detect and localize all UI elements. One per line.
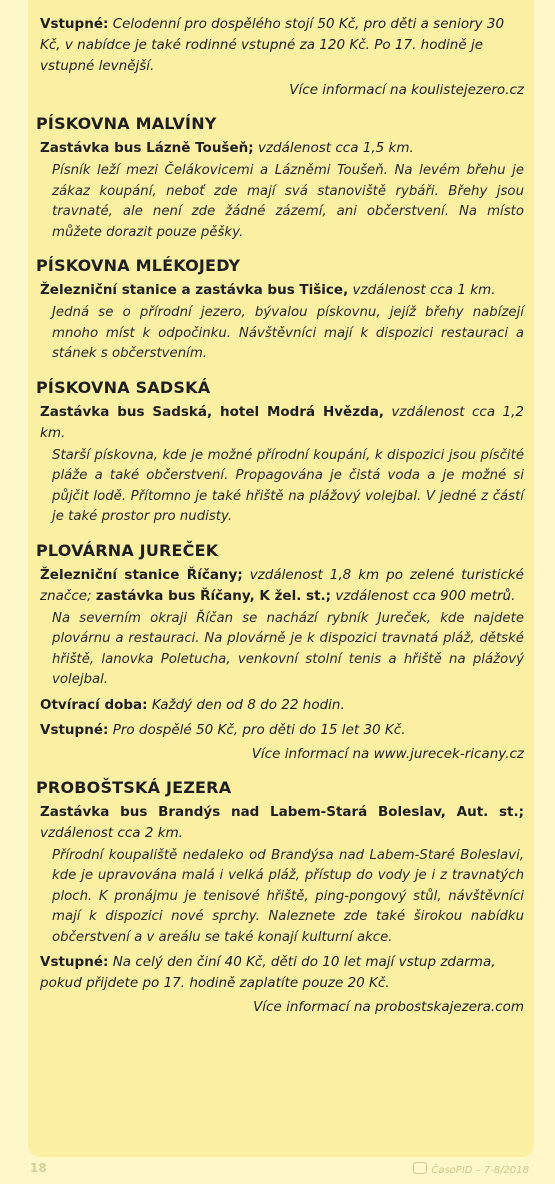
section-desc-mlekojedy: Jedná se o přírodní jezero, bývalou pískovnu, jejíž břehy nabízejí mnoho míst k odpočinku. Návštěvníci mají k dispozici restauraci a stánek s občerstvením. bbox=[52, 305, 524, 361]
section-stop-mlekojedy: Železniční stanice a zastávka bus Tišice, vzdálenost cca 1 km. bbox=[40, 282, 496, 298]
page-footer bbox=[0, 1157, 555, 1184]
section-desc-jurecek: Na severním okraji Říčan se nachází rybník Jureček, kde najdete plovárnu a restauraci. Na plovárně je k dispozici travnatá pláž, dětské hřiště, lanovka Poletucha, venkovní stolní tenis a hřiště na plážový volejbal. bbox=[52, 610, 524, 687]
section-stop-malviny: Zastávka bus Lázně Toušeň; vzdálenost cca 1,5 km. bbox=[40, 140, 414, 156]
brand-label bbox=[413, 1162, 529, 1176]
section-stop-probostska: Zastávka bus Brandýs nad Labem-Stará Boleslav, Aut. st.; vzdálenost cca 2 km. bbox=[40, 803, 524, 841]
intro-price bbox=[40, 14, 524, 77]
section-price-probostska: Vstupné: Na celý den činí 40 Kč, děti do 10 let mají vstup zdarma, pokud přijdete po 17. hodině zaplatíte pouze 20 Kč. bbox=[40, 954, 496, 991]
section-title-probostska: PROBOŠTSKÁ JEZERA bbox=[36, 777, 232, 797]
intro-more-link[interactable]: Více informací na koulistejezero.cz bbox=[289, 82, 524, 98]
page-number: 18 bbox=[30, 1161, 47, 1175]
intro-price-label: Vstupné: bbox=[40, 16, 109, 32]
section-title-mlekojedy: PÍSKOVNA MLÉKOJEDY bbox=[36, 256, 241, 275]
article bbox=[36, 14, 524, 1018]
section-desc-sadska: Starší pískovna, kde je možné přírodní koupání, k dispozici jsou písčité pláže a také občerstvení. Propagována je čistá voda a je možné si půjčit lodě. Přítomno je také hřiště na plážový volejbal. V jedné z částí je také prostor pro nudisty. bbox=[52, 447, 524, 524]
section-price-jurecek: Vstupné: Pro dospělé 50 Kč, pro děti do 15 let 30 Kč. bbox=[40, 721, 406, 738]
section-more-link-probostska[interactable]: Více informací na probostskajezera.com bbox=[253, 999, 524, 1015]
section-title-malviny: PÍSKOVNA MALVÍNY bbox=[36, 114, 217, 133]
section-hours-jurecek: Otvírací doba: Každý den od 8 do 22 hodin. bbox=[40, 696, 345, 713]
section-stop-sadska: Zastávka bus Sadská, hotel Modrá Hvězda, vzdálenost cca 1,2 km. bbox=[40, 403, 525, 441]
section-desc-malviny: Písník leží mezi Čelákovicemi a Lázněmi Toušeň. Na levém břehu je zákaz koupání, neboť zde mají svá stanoviště rybáři. Břehy jsou travnaté, ale není zde žádné zázemí, ani občerstvení. Na místo můžete dorazit pouze pěšky. bbox=[52, 163, 524, 240]
section-title-sadska: PÍSKOVNA SADSKÁ bbox=[36, 377, 211, 397]
brand-text: ČasoPID – 7-8/2018 bbox=[431, 1165, 529, 1176]
section-stop-jurecek: Železniční stanice Říčany; vzdálenost 1,8 km po zelené turistické značce; zastávka bus Říčany, K žel. st.; vzdálenost cca 900 metrů. bbox=[40, 566, 524, 604]
section-desc-probostska: Přírodní koupaliště nedaleko od Brandýsa nad Labem-Staré Boleslavi, kde je upravována malá i velká pláž, přístup do vody je i z travnatých ploch. K pronájmu je tenisové hřiště, ping-pongový stůl, návštěvníci mají k dispozici nové sprchy. Naleznete zde také širokou nabídku občerstvení a v areálu se také konají kulturní akce. bbox=[52, 847, 524, 945]
intro-price-text: Celodenní pro dospělého stojí 50 Kč, pro děti a seniory 30 Kč, v nabídce je také rodinné vstupné za 120 Kč. Po 17. hodině je vstupné levnější. bbox=[40, 16, 505, 74]
section-more-link-jurecek[interactable]: Více informací na www.jurecek-ricany.cz bbox=[251, 745, 524, 762]
section-title-jurecek: PLOVÁRNA JUREČEK bbox=[36, 540, 219, 560]
pid-logo-icon bbox=[413, 1162, 427, 1174]
